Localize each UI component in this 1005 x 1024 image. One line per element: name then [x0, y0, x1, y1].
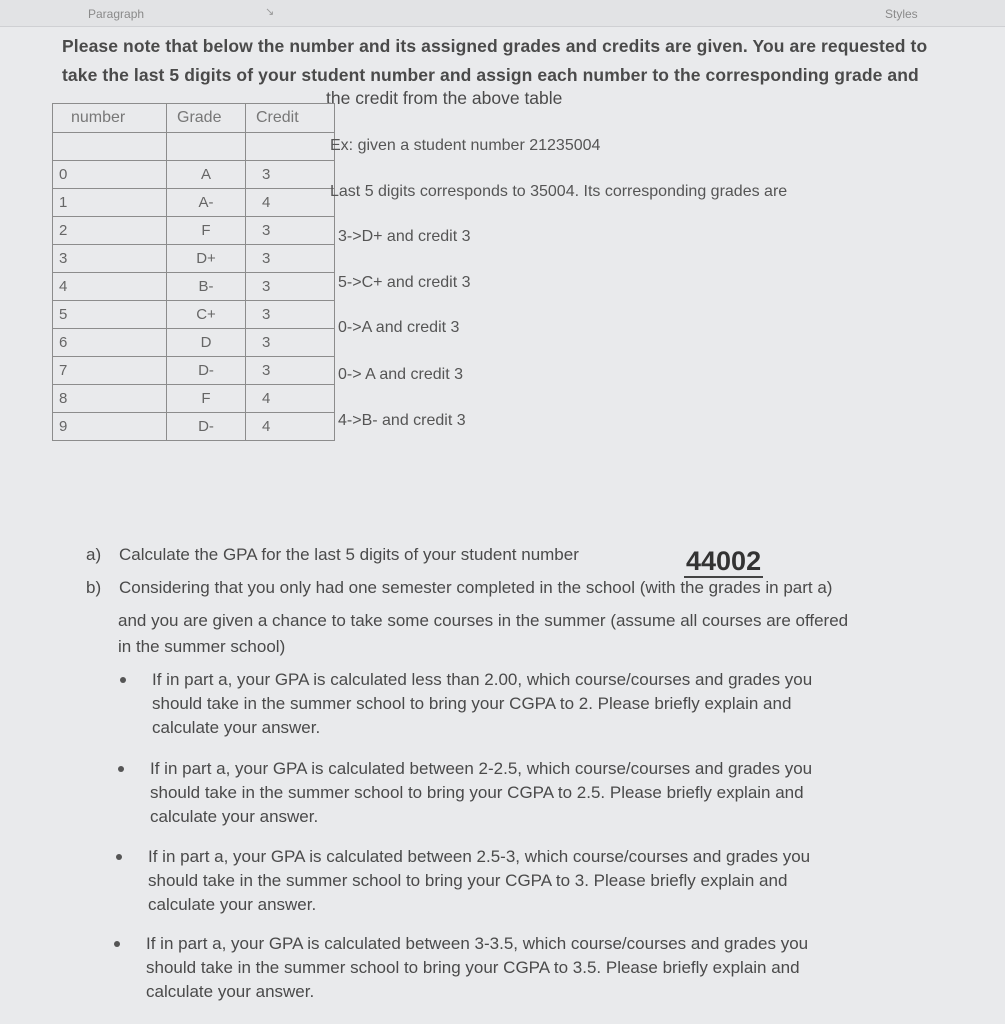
bullet-line: calculate your answer. — [152, 718, 321, 737]
table-cell: F — [167, 217, 246, 245]
table-cell: 3 — [246, 273, 335, 301]
table-cell: 4 — [246, 413, 335, 441]
table-cell: D- — [167, 357, 246, 385]
table-cell: 7 — [53, 357, 167, 385]
example-line: 5->C+ and credit 3 — [338, 274, 471, 291]
table-cell: 4 — [246, 385, 335, 413]
bullet-line: should take in the summer school to bring your CGPA to 2.5. Please briefly explain and — [150, 783, 804, 802]
table-cell: A — [167, 161, 246, 189]
table-cell: F — [167, 385, 246, 413]
table-cell: D+ — [167, 245, 246, 273]
table-cell: 3 — [246, 301, 335, 329]
bullet-item — [150, 757, 812, 829]
bullet-item — [146, 932, 808, 1004]
bullet-line: calculate your answer. — [148, 895, 317, 914]
bullet-dot-icon — [120, 677, 126, 683]
intro-line-1: Please note that below the number and its assigned grades and credits are given. You are requested to — [62, 36, 928, 56]
table-cell: 5 — [53, 301, 167, 329]
table-row — [53, 385, 335, 413]
table-empty-row — [53, 133, 335, 161]
header-grade: Grade — [167, 104, 246, 133]
bullet-line: calculate your answer. — [150, 807, 319, 826]
bullet-line: If in part a, your GPA is calculated between 2-2.5, which course/courses and grades you — [150, 759, 813, 778]
bullet-dot-icon — [116, 854, 122, 860]
question-b-marker: b) — [86, 578, 102, 597]
table-cell: B- — [167, 273, 246, 301]
table-row — [53, 301, 335, 329]
table-cell: 4 — [246, 189, 335, 217]
example-line: 4->B- and credit 3 — [338, 412, 466, 429]
bullet-line: calculate your answer. — [146, 982, 315, 1001]
table-cell: 4 — [53, 273, 167, 301]
table-cell: D — [167, 329, 246, 357]
table-row — [53, 329, 335, 357]
table-cell — [246, 133, 335, 161]
bullet-line: should take in the summer school to bring your CGPA to 3. Please briefly explain and — [148, 871, 788, 890]
table-row — [53, 245, 335, 273]
paragraph-group-label: Paragraph — [88, 7, 145, 21]
header-number: number — [53, 104, 167, 133]
table-row — [53, 217, 335, 245]
ribbon-bar — [0, 0, 1005, 27]
bullet-line: should take in the summer school to bring your CGPA to 2. Please briefly explain and — [152, 694, 792, 713]
table-row — [53, 273, 335, 301]
question-b-line-2: and you are given a chance to take some courses in the summer (assume all courses are offered — [118, 611, 849, 630]
table-cell: 9 — [53, 413, 167, 441]
example-line: 0-> A and credit 3 — [338, 366, 463, 383]
table-row — [53, 413, 335, 441]
table-row — [53, 189, 335, 217]
intro-line-3: the credit from the above table — [326, 88, 563, 108]
table-cell: 2 — [53, 217, 167, 245]
table-cell: 8 — [53, 385, 167, 413]
example-line: 3->D+ and credit 3 — [338, 228, 471, 245]
table-cell — [167, 133, 246, 161]
table-cell: 3 — [246, 161, 335, 189]
bullet-line: If in part a, your GPA is calculated between 3-3.5, which course/courses and grades you — [146, 934, 809, 953]
table-cell: A- — [167, 189, 246, 217]
table-cell: 3 — [246, 217, 335, 245]
intro-paragraph — [62, 32, 1002, 90]
table-row — [53, 357, 335, 385]
table-cell: 3 — [53, 245, 167, 273]
table-cell: 3 — [246, 245, 335, 273]
table-cell: 6 — [53, 329, 167, 357]
question-b-line-1: Considering that you only had one semester completed in the school (with the grades in part a) — [119, 578, 833, 597]
question-b-line-3: in the summer school) — [118, 637, 286, 656]
bullet-item — [148, 845, 810, 917]
question-a-text: Calculate the GPA for the last 5 digits of your student number — [119, 545, 579, 564]
dialog-launcher-icon[interactable]: ↘ — [265, 6, 275, 18]
table-cell: 0 — [53, 161, 167, 189]
table-cell — [53, 133, 167, 161]
header-credit: Credit — [246, 104, 335, 133]
bullet-dot-icon — [114, 941, 120, 947]
table-row — [53, 161, 335, 189]
bullet-line: should take in the summer school to bring your CGPA to 3.5. Please briefly explain and — [146, 958, 800, 977]
bullet-line: If in part a, your GPA is calculated less than 2.00, which course/courses and grades you — [152, 670, 813, 689]
example-given: Ex: given a student number 21235004 — [330, 137, 601, 154]
table-cell: C+ — [167, 301, 246, 329]
table-cell: D- — [167, 413, 246, 441]
bullet-item — [152, 668, 812, 740]
student-number: 44002 — [686, 546, 762, 576]
example-last5: Last 5 digits corresponds to 35004. Its corresponding grades are — [330, 183, 788, 200]
table-cell: 3 — [246, 357, 335, 385]
table-cell: 1 — [53, 189, 167, 217]
question-a-marker: a) — [86, 545, 102, 564]
intro-line-2: take the last 5 digits of your student number and assign each number to the corresponding grade and — [62, 65, 919, 85]
grades-table — [52, 103, 335, 441]
example-line: 0->A and credit 3 — [338, 319, 460, 336]
table-header-row — [53, 104, 335, 133]
bullet-dot-icon — [118, 766, 124, 772]
table-cell: 3 — [246, 329, 335, 357]
bullet-line: If in part a, your GPA is calculated between 2.5-3, which course/courses and grades you — [148, 847, 811, 866]
styles-group-label: Styles — [885, 7, 918, 21]
